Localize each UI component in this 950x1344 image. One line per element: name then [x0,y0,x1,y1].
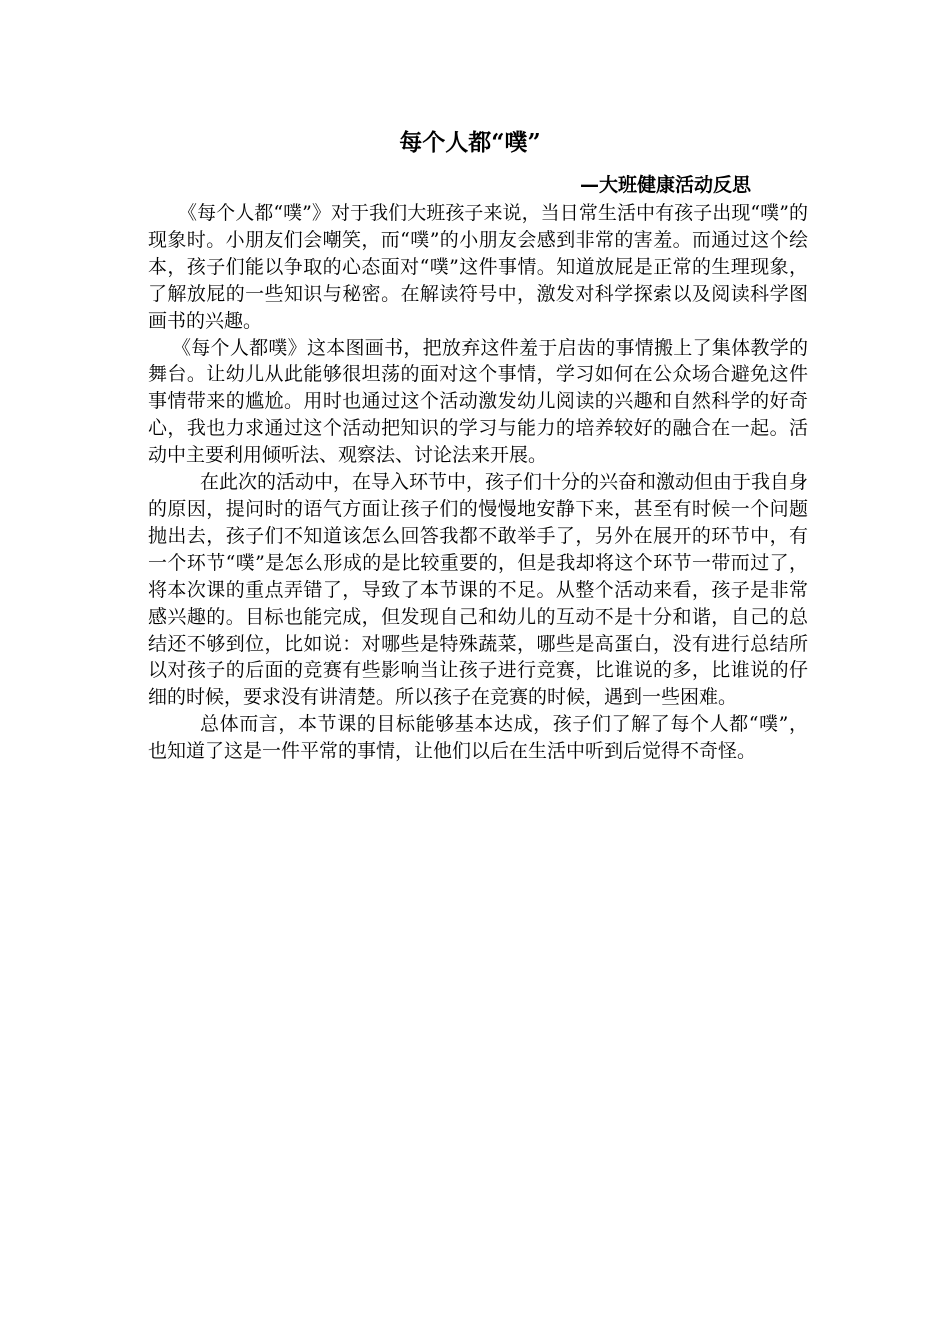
paragraph-4: 总体而言，本节课的目标能够基本达成，孩子们了解了每个人都“噗”，也知道了这是一件平常的事情，让他们以后在生活中听到后觉得不奇怪。 [148,713,808,763]
paragraph-3: 在此次的活动中，在导入环节中，孩子们十分的兴奋和激动但由于我自身的原因，提问时的语气方面让孩子们的慢慢地安静下来，甚至有时候一个问题抛出去，孩子们不知道该怎么回答我都不敢举手了，另外在展开的环节中，有一个环节“噗”是怎么形成的是比较重要的，但是我却将这个环节一带而过了，将本次课的重点弄错了，导致了本节课的不足。从整个活动来看，孩子是非常感兴趣的。目标也能完成，但发现自己和幼儿的互动不是十分和谐，自己的总结还不够到位，比如说：对哪些是特殊蔬菜，哪些是高蛋白，没有进行总结所以对孩子的后面的竞赛有些影响当让孩子进行竞赛，比谁说的多，比谁说的仔细的时候，要求没有讲清楚。所以孩子在竞赛的时候，遇到一些困难。 [148,471,809,709]
document-body [148,200,808,765]
document-subtitle: —大班健康活动反思 [580,174,752,196]
paragraph-1: 《每个人都“噗”》对于我们大班孩子来说，当日常生活中有孩子出现“噗”的现象时。小朋友们会嘲笑，而“噗”的小朋友会感到非常的害羞。而通过这个绘本，孩子们能以争取的心态面对“噗”这件事情。知道放屁是正常的生理现象，了解放屁的一些知识与秘密。在解读符号中，激发对科学探索以及阅读科学图画书的兴趣。 [148,202,808,332]
paragraph-2: 《每个人都噗》这本图画书，把放弃这件羞于启齿的事情搬上了集体教学的舞台。让幼儿从此能够很坦荡的面对这个事情，学习如何在公众场合避免这件事情带来的尴尬。用时也通过这个活动激发幼儿阅读的兴趣和自然科学的好奇心，我也力求通过这个活动把知识的学习与能力的培养较好的融合在一起。活动中主要利用倾听法、观察法、讨论法来开展。 [148,336,808,467]
document-title: 每个人都“噗” [399,129,541,156]
